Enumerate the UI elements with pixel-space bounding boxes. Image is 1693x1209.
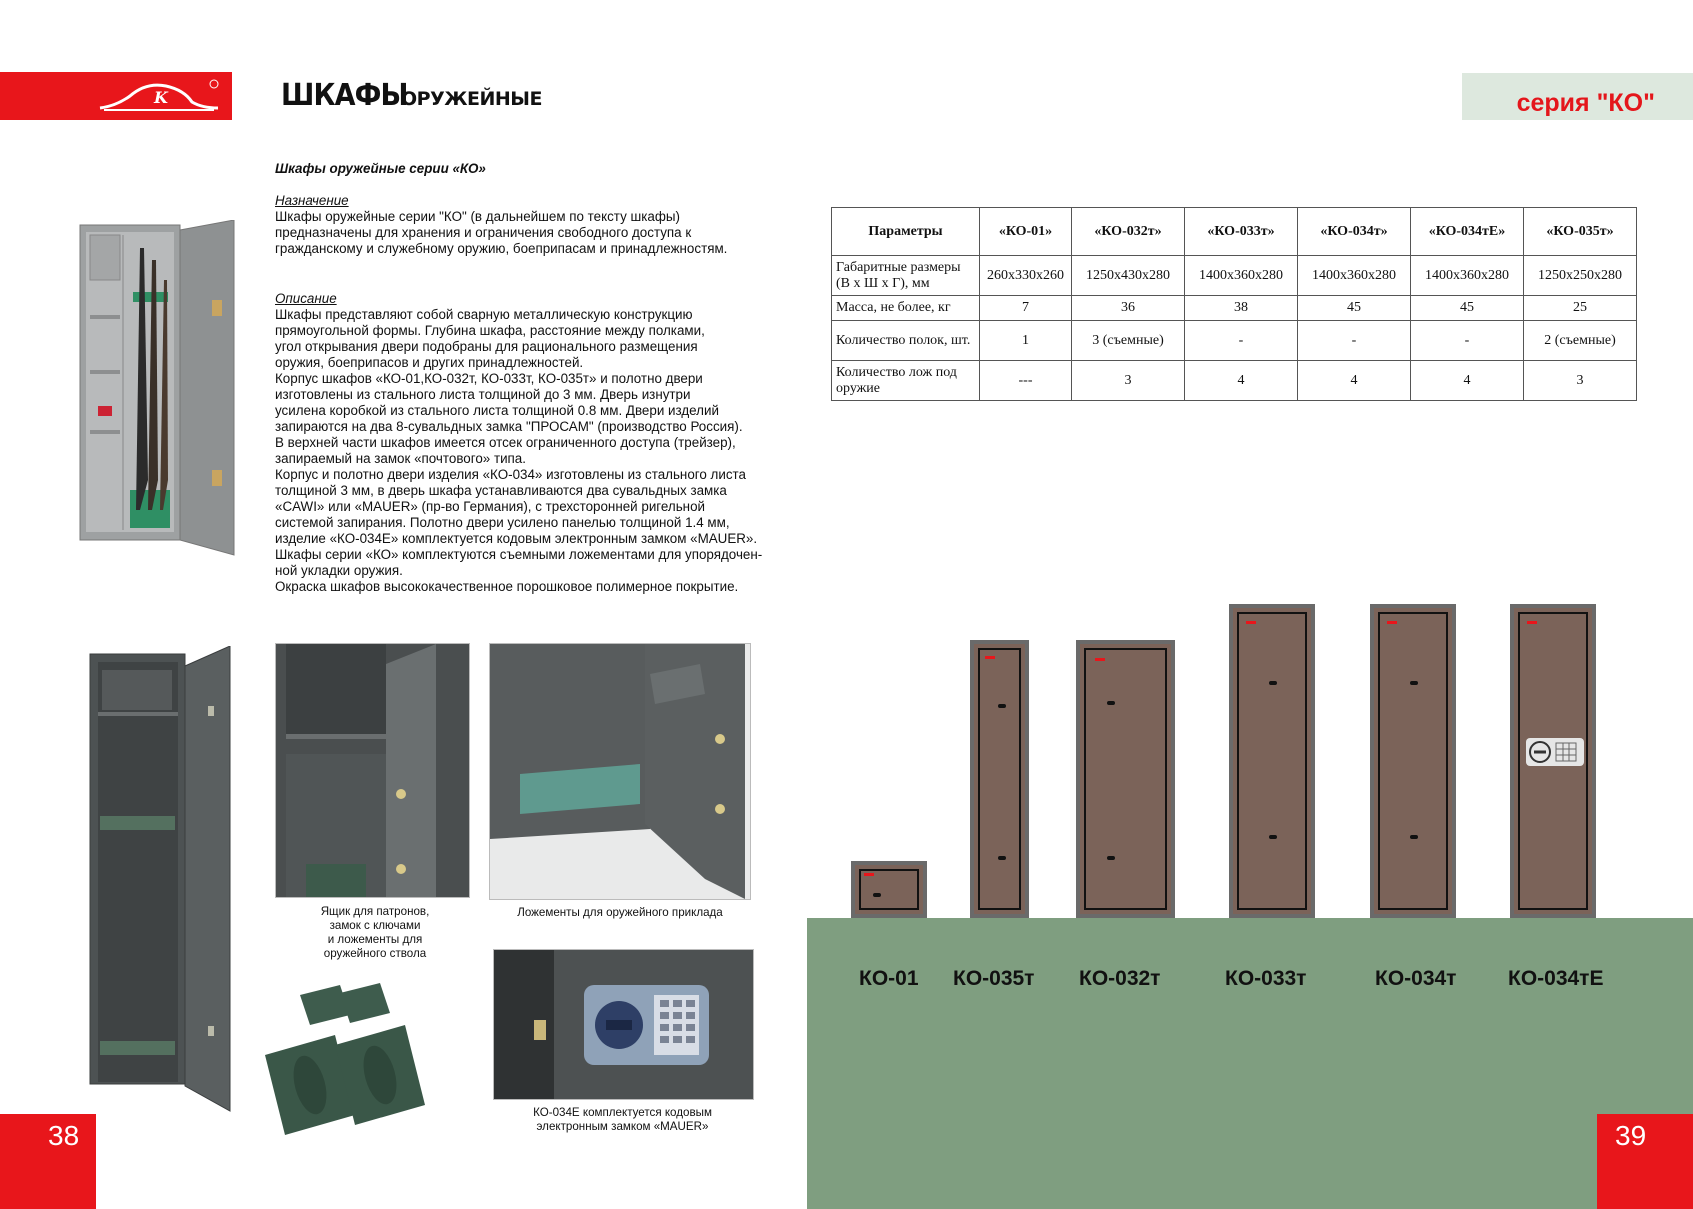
caption-stock-rests: Ложементы для оружейного приклада xyxy=(517,906,723,919)
table-row xyxy=(832,361,1637,401)
safe-ko-035t xyxy=(970,640,1029,918)
page-subtitle: ОРУЖЕЙНЫЕ xyxy=(401,88,542,110)
table-cell: 3 (съемные) xyxy=(1072,321,1185,361)
description-line: оружия, боеприпасов и других принадлежностей. xyxy=(275,355,584,370)
safe-ko-033t xyxy=(1229,604,1315,918)
table-cell: 1400x360x280 xyxy=(1411,256,1524,296)
caption-electronic-lock: КО-034Е комплектуется кодовым электронным замком «MAUER» xyxy=(533,1106,712,1133)
table-cell: 25 xyxy=(1524,296,1637,321)
description-line: изделие «КО-034Е» комплектуется кодовым электронным замком «MAUER». xyxy=(275,531,758,546)
table-cell: 260x330x260 xyxy=(980,256,1072,296)
table-header-cell: «КО-035т» xyxy=(1524,208,1637,256)
model-label: КО-035т xyxy=(953,967,1035,990)
table-cell: 1250x430x280 xyxy=(1072,256,1185,296)
description-line: системой запирания. Полотно двери усилено панелью толщиной 1.4 мм, xyxy=(275,515,730,530)
table-row-label: Количество лож под оружие xyxy=(832,361,980,401)
series-label: серия "КО" xyxy=(1516,89,1655,117)
table-cell: - xyxy=(1298,321,1411,361)
page-number-right-box xyxy=(1597,1114,1693,1209)
brand-logo-bar xyxy=(0,72,232,120)
description-text xyxy=(275,161,795,595)
description-line: усилена коробкой из стального листа толщиной 0.8 мм. Двери изделий xyxy=(275,403,719,418)
description-line: Шкафы представляют собой сварную металлическую конструкцию xyxy=(275,307,693,322)
table-cell: 1250x250x280 xyxy=(1524,256,1637,296)
description-line: Шкафы серии «КО» комплектуются съемными ложементами для упорядочен- xyxy=(275,547,763,562)
page-title: ШКАФЫ xyxy=(281,78,408,113)
photo-stock-rests xyxy=(489,643,751,900)
description-line: «CAWI» или «MAUER» (пр-во Германия), с трехсторонней ригельной xyxy=(275,499,706,514)
table-cell: 4 xyxy=(1185,361,1298,401)
safe-ko-034te xyxy=(1510,604,1596,918)
table-cell: 38 xyxy=(1185,296,1298,321)
purpose-line: Шкафы оружейные серии "КО" (в дальнейшем по тексту шкафы) xyxy=(275,209,680,224)
caption-cartridge-box: Ящик для патронов, замок с ключами и ложементы для оружейного ствола xyxy=(320,905,430,960)
parameters-table xyxy=(831,207,1637,401)
svg-text:K: K xyxy=(154,88,168,107)
brand-logo xyxy=(96,78,226,116)
table-row xyxy=(832,256,1637,296)
model-label: КО-034тЕ xyxy=(1508,967,1604,990)
table-cell: 36 xyxy=(1072,296,1185,321)
description-line: запираемый на замок «почтового» типа. xyxy=(275,451,526,466)
description-line: Корпус и полотно двери изделия «КО-034» изготовлены из стального листа xyxy=(275,467,746,482)
description-line: В верхней части шкафов имеется отсек ограниченного доступа (трейзер), xyxy=(275,435,736,450)
description-line: толщиной 3 мм, в дверь шкафа устанавливаются два сувальдных замка xyxy=(275,483,727,498)
photo-dark-cabinet xyxy=(88,646,238,1116)
model-label: КО-01 xyxy=(859,967,919,990)
table-header-cell: «КО-01» xyxy=(980,208,1072,256)
model-label: КО-033т xyxy=(1225,967,1307,990)
text-heading: Шкафы оружейные серии «КО» xyxy=(275,161,486,176)
table-cell: --- xyxy=(980,361,1072,401)
description-title: Описание xyxy=(275,291,337,306)
page-number-left: 38 xyxy=(48,1120,80,1151)
table-header-row xyxy=(832,208,1637,256)
model-label: КО-032т xyxy=(1079,967,1161,990)
table-row-label: Количество полок, шт. xyxy=(832,321,980,361)
electronic-lock-icon xyxy=(1526,738,1584,766)
table-cell: 45 xyxy=(1411,296,1524,321)
series-badge xyxy=(1462,73,1693,120)
table-cell: - xyxy=(1185,321,1298,361)
purpose-line: гражданскому и служебному оружию, боеприпасам и принадлежностям. xyxy=(275,241,728,256)
photo-cartridge-box xyxy=(275,643,470,898)
description-line: прямоугольной формы. Глубина шкафа, расстояние между полками, xyxy=(275,323,705,338)
table-row xyxy=(832,296,1637,321)
table-row xyxy=(832,321,1637,361)
safe-ko-034t xyxy=(1370,604,1456,918)
description-line: Окраска шкафов высококачественное порошковое полимерное покрытие. xyxy=(275,579,739,594)
table-cell: 7 xyxy=(980,296,1072,321)
table-cell: 2 (съемные) xyxy=(1524,321,1637,361)
description-line: Корпус шкафов «КО-01,КО-032т, КО-033т, КО-035т» и полотно двери xyxy=(275,371,703,386)
model-label: КО-034т xyxy=(1375,967,1457,990)
table-cell: 3 xyxy=(1524,361,1637,401)
table-header-cell: «КО-033т» xyxy=(1185,208,1298,256)
table-row-label: Габаритные размеры (В х Ш х Г), мм xyxy=(832,256,980,296)
safe-ko-01 xyxy=(851,861,927,918)
table-header-cell: «КО-034тЕ» xyxy=(1411,208,1524,256)
photo-lodgement-inserts xyxy=(255,975,440,1155)
description-line: изготовлены из стального листа толщиной до 3 мм. Дверь изнутри xyxy=(275,387,691,402)
table-header-cell: «КО-032т» xyxy=(1072,208,1185,256)
description-line: запираются на два 8-сувальдных замка "ПРОСАМ" (производство Россия). xyxy=(275,419,743,434)
safe-ko-032t xyxy=(1076,640,1175,918)
table-cell: - xyxy=(1411,321,1524,361)
table-row-label: Масса, не более, кг xyxy=(832,296,980,321)
page-number-left-box xyxy=(0,1114,96,1209)
description-line: ной укладки оружия. xyxy=(275,563,403,578)
table-header-cell: «КО-034т» xyxy=(1298,208,1411,256)
table-cell: 1400x360x280 xyxy=(1185,256,1298,296)
description-line: угол открывания двери подобраны для рационального размещения xyxy=(275,339,698,354)
table-header-cell: Параметры xyxy=(832,208,980,256)
purpose-title: Назначение xyxy=(275,193,349,208)
photo-open-cabinet-rifles xyxy=(78,220,238,565)
table-cell: 45 xyxy=(1298,296,1411,321)
table-cell: 3 xyxy=(1072,361,1185,401)
table-cell: 4 xyxy=(1298,361,1411,401)
model-lineup-floor xyxy=(807,918,1693,1209)
page-number-right: 39 xyxy=(1615,1120,1647,1151)
table-cell: 1 xyxy=(980,321,1072,361)
purpose-line: предназначены для хранения и ограничения свободного доступа к xyxy=(275,225,692,240)
table-cell: 1400x360x280 xyxy=(1298,256,1411,296)
photo-electronic-lock xyxy=(493,949,754,1100)
table-cell: 4 xyxy=(1411,361,1524,401)
